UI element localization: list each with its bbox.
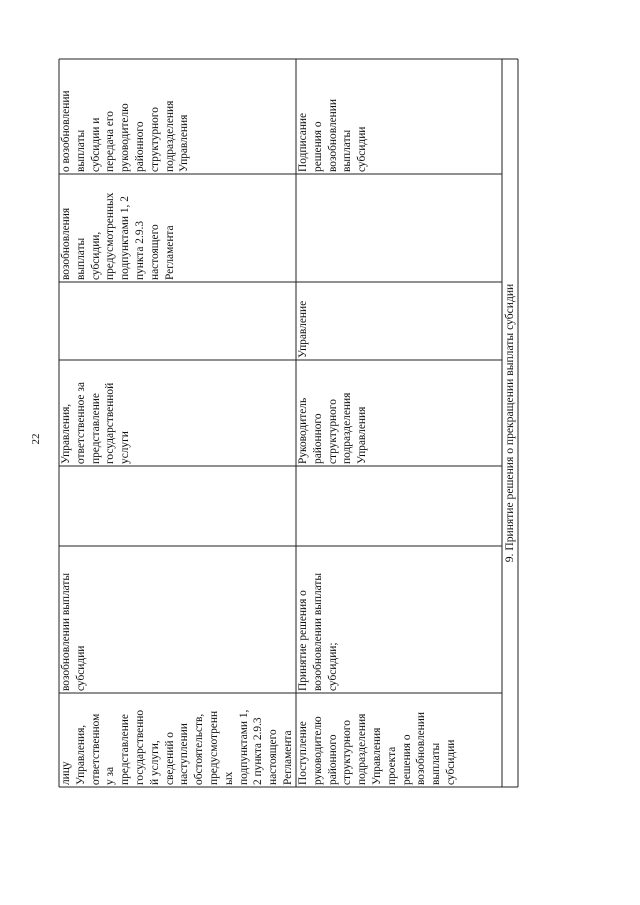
text-line: предусмотренных: [104, 192, 117, 280]
text-line: районного: [133, 121, 146, 172]
row2-cell-result: [296, 59, 502, 174]
text-line: возобновлении: [326, 99, 339, 172]
text-line: Руководитель: [297, 397, 309, 464]
text-line: решения о: [311, 121, 324, 172]
row2-stage-text: [296, 693, 502, 787]
row1-cell-criteria: [59, 174, 296, 282]
text-line: Управления: [370, 727, 383, 785]
text-line: Подписание: [297, 112, 309, 172]
text-line: Регламента: [281, 730, 294, 785]
text-line: возобновления: [60, 207, 72, 280]
text-line: представление: [89, 393, 102, 464]
text-line: районного: [326, 734, 339, 785]
section-heading: 9. Принятие решения о прекращении выплаты субсидии: [503, 283, 516, 563]
row2-responsible-text: [296, 360, 502, 466]
row2-result-text: [296, 59, 502, 174]
text-line: Регламента: [163, 225, 176, 280]
text-line: о возобновлении: [60, 90, 72, 172]
text-line: проекта: [385, 746, 398, 785]
text-line: государственной: [104, 382, 117, 464]
section-heading-cell: [502, 59, 518, 787]
text-line: субсидии: [444, 739, 457, 785]
row1-cell-duration: [59, 466, 296, 546]
text-line: подразделения: [341, 392, 354, 464]
text-line: Управление: [297, 300, 309, 358]
text-line: руководителю: [311, 716, 324, 785]
text-line: Поступление: [297, 721, 309, 785]
text-line: Принятие решения о: [297, 590, 309, 691]
text-line: субсидии: [356, 126, 369, 172]
text-line: субсидии: [74, 645, 87, 691]
text-line: пункта 2.9.3: [133, 220, 146, 280]
text-line: обстоятельств,: [193, 713, 206, 785]
text-line: сведений о: [163, 732, 176, 785]
text-line: выплаты: [341, 129, 354, 172]
text-line: наступлении: [178, 723, 191, 785]
text-line: возобновлении выплаты: [311, 572, 324, 691]
text-line: подразделения: [163, 100, 176, 172]
text-line: ответственное за: [74, 382, 87, 464]
text-line: представление: [119, 714, 132, 785]
row1-stage-text: [59, 693, 296, 787]
text-line: структурного: [326, 399, 339, 464]
text-line: Управления,: [74, 724, 87, 785]
text-line: настоящего: [267, 729, 280, 785]
text-line: выплаты: [430, 742, 443, 785]
text-line: возобновлении выплаты: [60, 572, 72, 691]
row2-cell-duration: [296, 466, 502, 546]
row2-cell-stage: [296, 693, 502, 787]
row2-cell-responsible: [296, 360, 502, 466]
text-line: субсидии и: [89, 117, 102, 172]
row2-cell-content: [296, 546, 502, 693]
page-number: 22: [30, 433, 42, 445]
text-line: у за: [104, 766, 117, 785]
row2-place-text: [296, 282, 502, 360]
text-line: выплаты: [74, 129, 87, 172]
text-line: возобновлении: [415, 712, 428, 785]
row1-cell-responsible: [59, 360, 296, 466]
text-line: ответственном: [89, 713, 102, 785]
text-line: субсидии,: [89, 231, 102, 280]
text-line: структурного: [148, 107, 161, 172]
text-line: услуги: [119, 431, 132, 464]
text-line: субсидии;: [326, 642, 339, 691]
text-line: районного: [311, 413, 324, 464]
row2-cell-place: [296, 282, 502, 360]
text-line: Управления,: [60, 403, 72, 464]
text-line: подпунктами 1, 2: [119, 196, 132, 280]
row1-cell-content: [59, 546, 296, 693]
row1-result-text: [59, 59, 296, 174]
text-line: подразделения: [356, 713, 369, 785]
row2-content-text: [296, 546, 502, 693]
row1-cell-result: [59, 59, 296, 174]
row1-content-text: [59, 546, 296, 693]
text-line: государственно: [133, 709, 146, 785]
text-line: руководителю: [119, 103, 132, 172]
text-line: Управления: [356, 406, 369, 464]
text-line: передача его: [104, 111, 117, 172]
text-line: й услуги,: [148, 740, 161, 785]
text-line: 2 пункта 2.9.3: [252, 717, 265, 785]
text-line: лицу: [60, 761, 72, 785]
row2-cell-criteria: [296, 174, 502, 282]
text-line: настоящего: [148, 224, 161, 280]
text-line: ых: [222, 771, 235, 785]
text-line: подпунктами 1,: [237, 709, 250, 785]
text-line: решения о: [400, 734, 413, 785]
row1-responsible-text: [59, 360, 296, 466]
text-line: предусмотренн: [207, 710, 220, 785]
row1-cell-stage: [59, 693, 296, 787]
text-line: Управления: [178, 114, 191, 172]
row1-cell-place: [59, 282, 296, 360]
text-line: структурного: [341, 720, 354, 785]
text-line: выплаты: [74, 237, 87, 280]
row1-criteria-text: [59, 174, 296, 282]
